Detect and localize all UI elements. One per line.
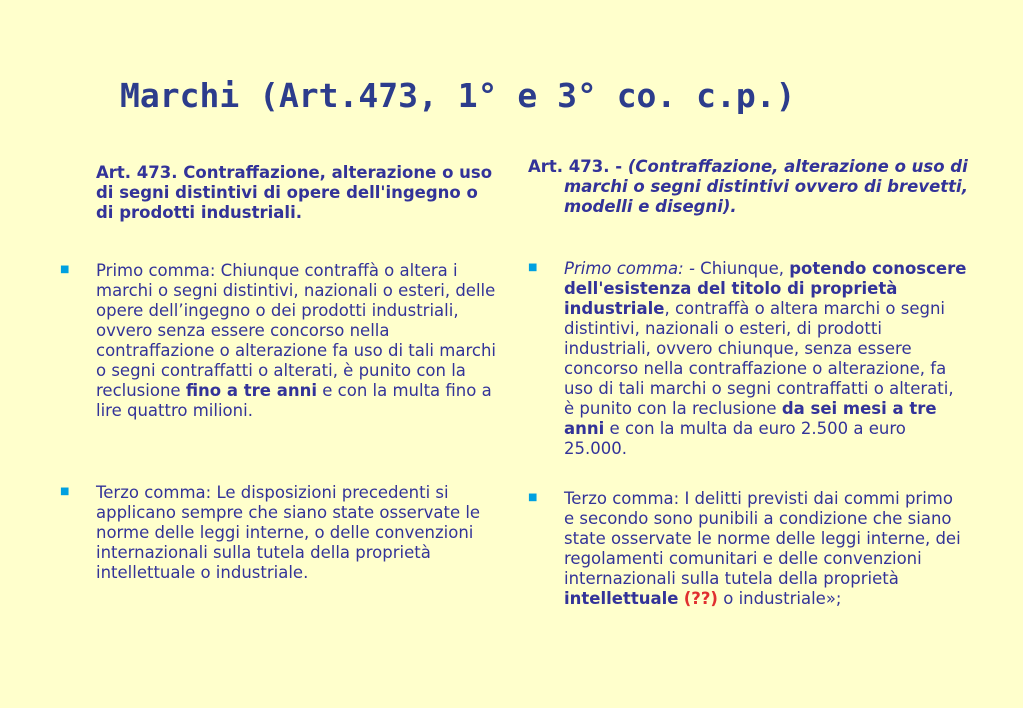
left-paragraph-terzo-comma [60,483,496,583]
square-bullet-icon: ■ [528,262,538,273]
right-p1-knowledge-clause: potendo conoscere dell'esistenza del titolo di proprietà industriale [564,259,967,318]
right-heading-number: Art. 473. - [528,157,628,176]
left-column [60,163,496,583]
right-p1-label: Primo comma: - [564,259,701,278]
left-paragraph-primo-comma [60,261,496,421]
right-p1-penalty: da sei mesi a tre anni [564,399,937,438]
right-heading-description: (Contraffazione, alterazione o uso di marchi o segni distintivi ovvero di brevetti, modelli e disegni). [564,157,968,216]
right-p2-intellettuale: intellettuale [564,589,679,608]
right-p2-text-a: Terzo comma: I delitti previsti dai commi primo e secondo sono punibili a condizione che siano state osservate le norme delle leggi interne, dei regolamenti comunitari e delle convenzioni internazionali sulla tutela della proprietà [564,489,961,588]
square-bullet-icon: ■ [528,492,538,503]
right-paragraph-primo-comma [528,259,968,459]
right-column [528,157,968,609]
square-bullet-icon: ■ [60,264,70,275]
left-p1-penalty: fino a tre anni [185,381,318,400]
slide-title: Marchi (Art.473, 1° e 3° co. c.p.) [120,76,796,115]
left-p2-text: Terzo comma: Le disposizioni precedenti si applicano sempre che siano state osservate le norme delle leggi interne, o delle convenzioni internazionali sulla tutela della proprietà intellettuale o industriale. [96,483,481,582]
square-bullet-icon: ■ [60,486,70,497]
left-article-heading: Art. 473. Contraffazione, alterazione o uso di segni distintivi di opere dell'ingegno o di prodotti industriali. [96,163,493,222]
right-p1-text-d: , contraffà o altera marchi o segni distintivi, nazionali o esteri, di prodotti industriali, ovvero chiunque, senza essere concorso nella contraffazione o alterazione, fa uso di tali marchi o segni contraffatti o alterati, è punito con la reclusione [564,299,954,418]
right-p1-text-f: e con la multa da euro 2.500 a euro 25.000. [564,419,906,458]
left-p1-text-a: Primo comma: Chiunque contraffà o altera i marchi o segni distintivi, nazionali o esteri, delle opere dell’ingegno o dei prodotti industriali, ovvero senza essere concorso nella contraffazione o alterazione fa uso di tali marchi o segni contraffatti o alterati, è punito con la reclusione [96,261,496,400]
right-article-heading [528,157,968,217]
right-p2-text-e: o industriale»; [717,589,842,608]
left-p1-text-c: e con la multa fino a lire quattro milioni. [96,381,492,420]
right-p2-question-marks: (??) [683,589,718,608]
right-p1-text-b: Chiunque, [700,259,790,278]
right-paragraph-terzo-comma [528,489,968,609]
